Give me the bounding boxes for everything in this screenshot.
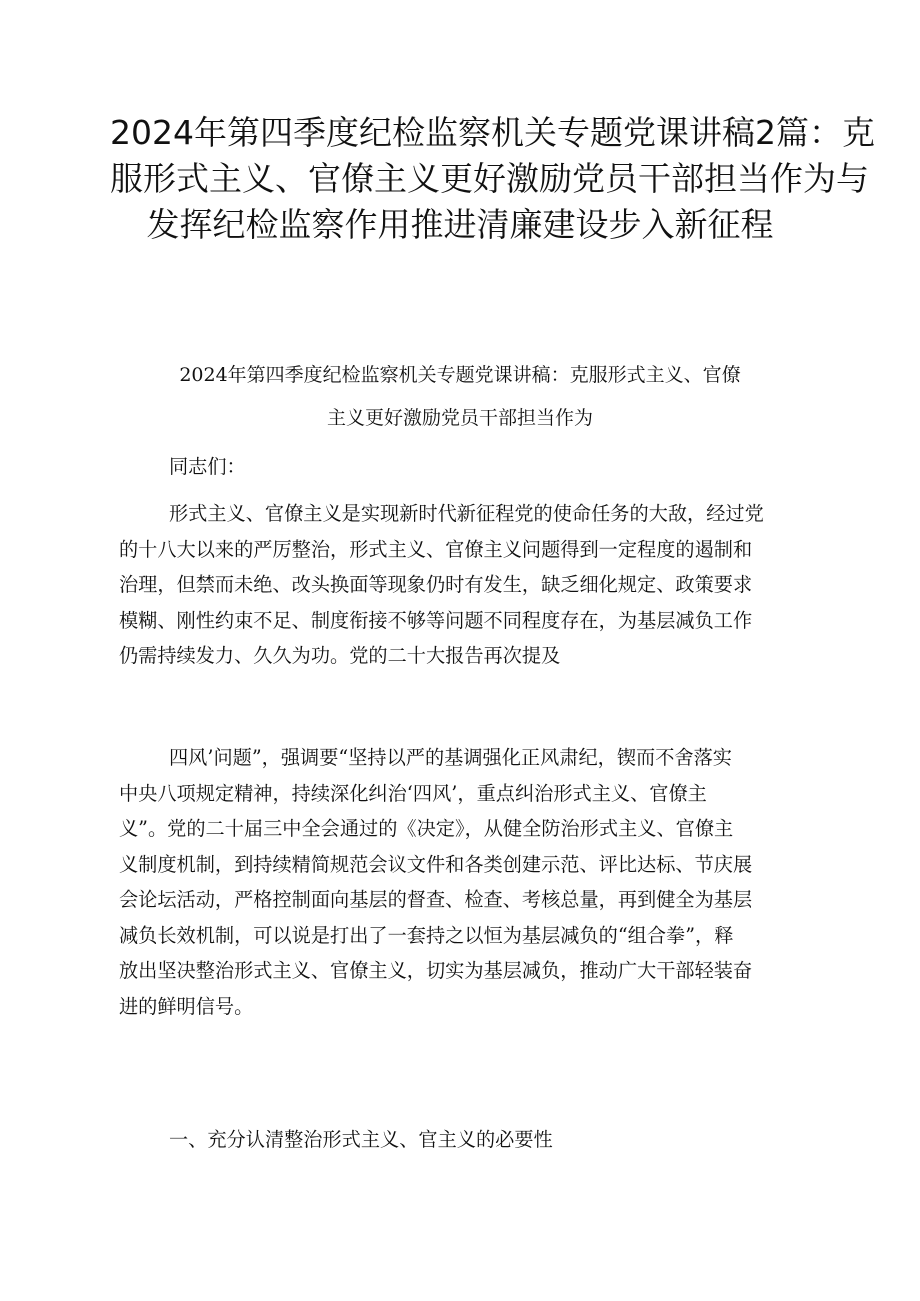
paragraph-2 <box>119 740 799 1024</box>
title-line: 2024年第四季度纪检监察机关专题党课讲稿2篇：克 <box>110 113 875 152</box>
title-line: 服形式主义、官僚主义更好激励党员干部担当作为与 <box>110 159 869 198</box>
paragraph-line: 义制度机制，到持续精简规范会议文件和各类创建示范、评比达标、节庆展 <box>119 852 753 876</box>
paragraph-1 <box>119 496 799 674</box>
paragraph-line: 治理，但禁而未绝、改头换面等现象仍时有发生，缺乏细化规定、政策要求 <box>119 573 753 596</box>
paragraph-line: 中央八项规定精神，持续深化纠治‘四风’，重点纠治形式主义、官僚主 <box>119 781 707 805</box>
paragraph-line: 进的鲜明信号。 <box>119 994 254 1018</box>
section-heading <box>119 1122 799 1158</box>
paragraph-line: 形式主义、官僚主义是实现新时代新征程党的使命任务的大敌，经过党 <box>169 502 764 525</box>
paragraph-line: 的十八大以来的严厉整治，形式主义、官僚主义问题得到一定程度的遏制和 <box>119 537 753 561</box>
paragraph-line: 放出坚决整治形式主义、官僚主义，切实为基层减负，推动广大干部轻装奋 <box>119 959 753 982</box>
paragraph-line: 减负长效机制，可以说是打出了一套持之以恒为基层减负的“组合拳”，释 <box>119 923 734 947</box>
paragraph-line: 四风’问题”，强调要“坚持以严的基调强化正风肃纪，锲而不舍落实 <box>169 746 732 769</box>
paragraph-line: 义”。党的二十届三中全会通过的《决定》，从健全防治形式主义、官僚主 <box>119 817 734 840</box>
subtitle-line: 2024年第四季度纪检监察机关专题党课讲稿：克服形式主义、官僚 <box>179 364 741 386</box>
document-subtitle <box>110 354 810 440</box>
paragraph-line: 会论坛活动，严格控制面向基层的督查、检查、考核总量，再到健全为基层 <box>119 888 753 911</box>
greeting-text: 同志们： <box>169 455 246 478</box>
subtitle-line: 主义更好激励党员干部担当作为 <box>326 407 593 429</box>
section-heading-text: 一、充分认清整治形式主义、官主义的必要性 <box>169 1128 553 1151</box>
greeting <box>119 449 799 485</box>
title-line: 发挥纪检监察作用推进清廉建设步入新征程 <box>146 205 774 244</box>
document-title <box>110 110 875 248</box>
paragraph-line: 仍需持续发力、久久为功。党的二十大报告再次提及 <box>119 644 561 667</box>
paragraph-line: 模糊、刚性约束不足、制度衔接不够等问题不同程度存在，为基层减负工作 <box>119 608 753 632</box>
